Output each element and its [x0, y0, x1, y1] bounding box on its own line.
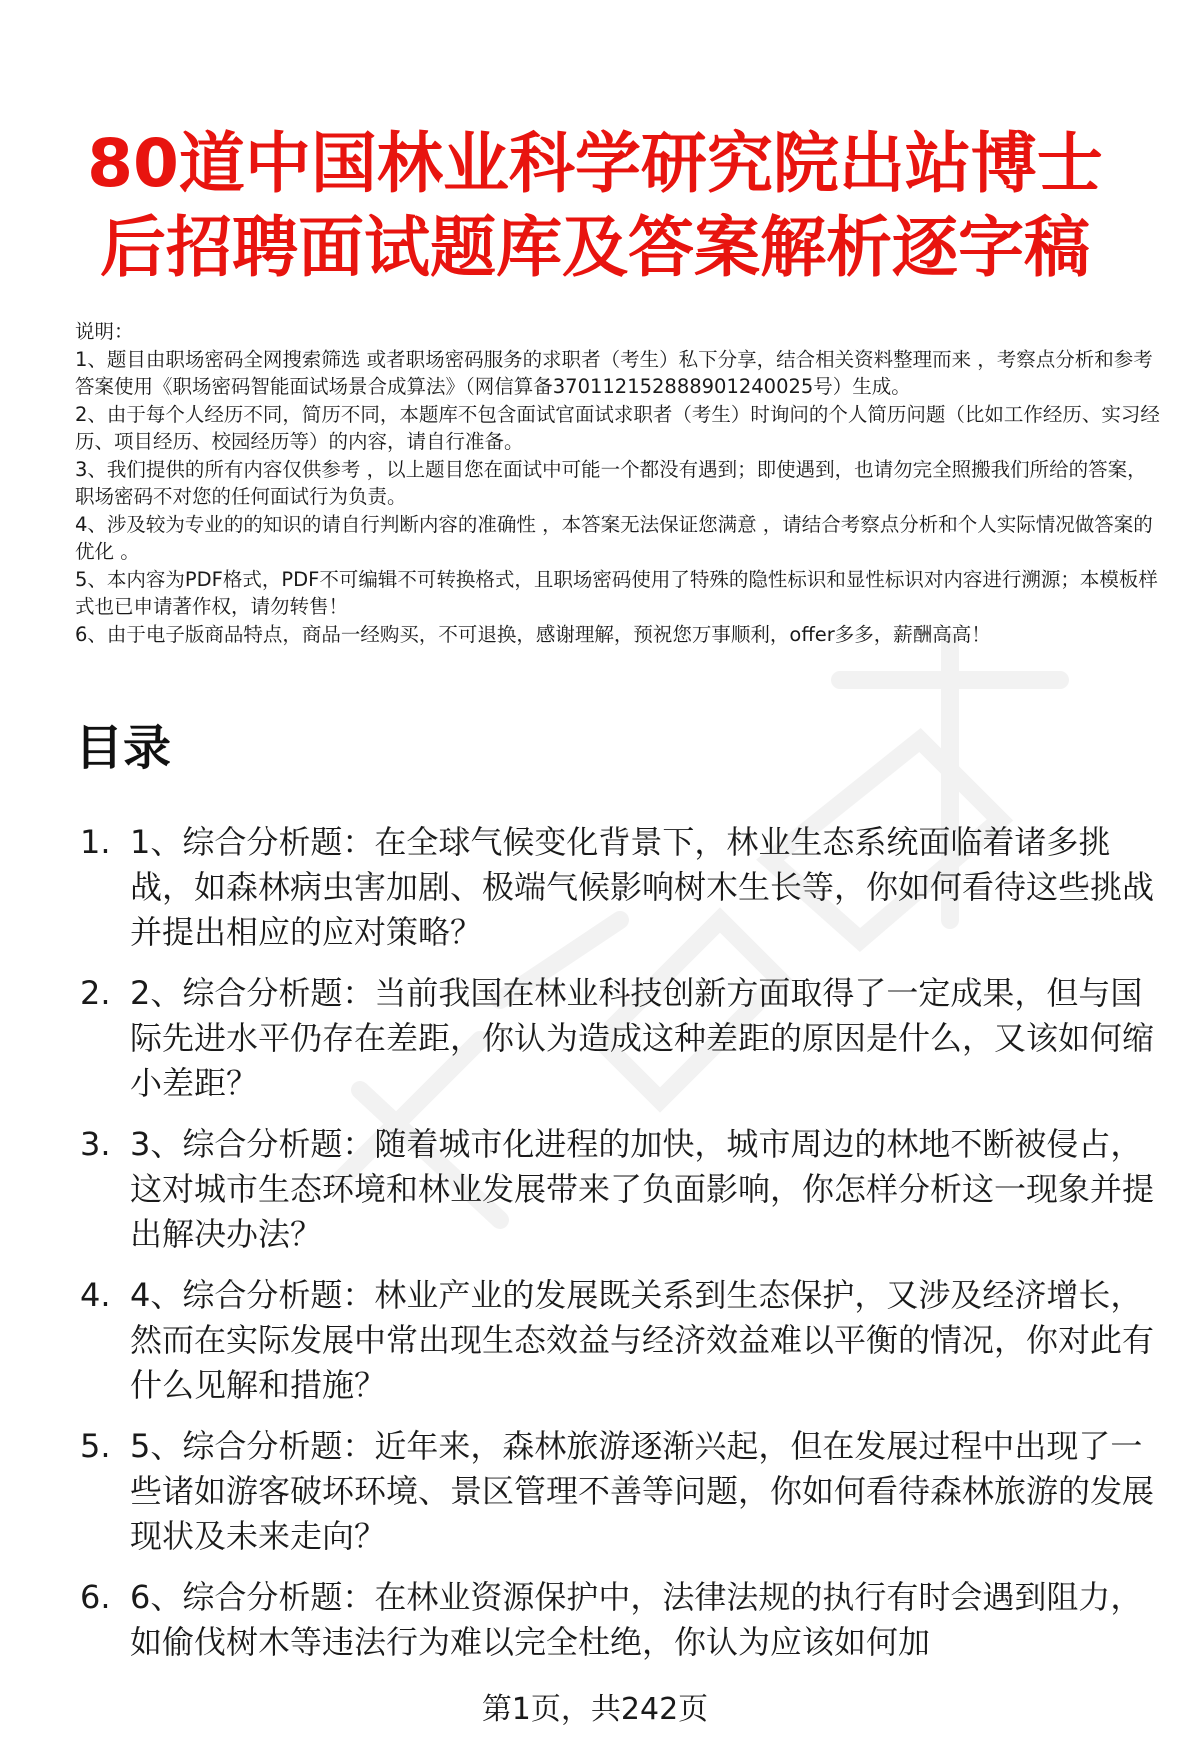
- toc-item[interactable]: [75, 820, 1165, 955]
- toc-list: [75, 820, 1165, 1681]
- toc-item-number: 6.: [80, 1578, 111, 1616]
- page-footer: 第1页，共242页: [481, 1692, 709, 1727]
- toc-item-text: 4、综合分析题：林业产业的发展既关系到生态保护，又涉及经济增长，然而在实际发展中常出现生态效益与经济效益难以平衡的情况，你对此有什么见解和措施？: [130, 1276, 1155, 1404]
- toc-item-text: 6、综合分析题：在林业资源保护中，法律法规的执行有时会遇到阻力，如偷伐树木等违法行为难以完全杜绝，你认为应该如何加: [130, 1578, 1143, 1661]
- notes-heading: 说明：: [75, 320, 134, 343]
- toc-item[interactable]: [75, 1575, 1165, 1665]
- toc-item-text: 2、综合分析题：当前我国在林业科技创新方面取得了一定成果，但与国际先进水平仍存在差距，你认为造成这种差距的原因是什么，又该如何缩小差距？: [130, 974, 1155, 1102]
- note-item: 5、本内容为PDF格式，PDF不可编辑不可转换格式，且职场密码使用了特殊的隐性标识和显性标识对内容进行溯源；本模板样式也已申请著作权，请勿转售！: [75, 567, 1158, 618]
- notes-section: [75, 318, 1165, 648]
- note-item: 3、我们提供的所有内容仅供参考 ，以上题目您在面试中可能一个都没有遇到；即使遇到，也请勿完全照搬我们所给的答案，职场密码不对您的任何面试行为负责。: [75, 457, 1147, 508]
- toc-item-number: 5.: [80, 1427, 111, 1465]
- toc-item[interactable]: [75, 1122, 1165, 1257]
- note-item: 1、题目由职场密码全网搜索筛选 或者职场密码服务的求职者（考生）私下分享，结合相关资料整理而来 ，考察点分析和参考答案使用《职场密码智能面试场景合成算法》（网信算备370112152888901240025号）生成。: [75, 347, 1153, 398]
- toc-item[interactable]: [75, 1424, 1165, 1559]
- toc-item-number: 2.: [80, 974, 111, 1012]
- toc-item-text: 5、综合分析题：近年来，森林旅游逐渐兴起，但在发展过程中出现了一些诸如游客破坏环境、景区管理不善等问题，你如何看待森林旅游的发展现状及未来走向？: [130, 1427, 1155, 1555]
- toc-heading: 目录: [75, 720, 172, 776]
- title-line-2: 后招聘面试题库及答案解析逐字稿: [100, 209, 1090, 286]
- toc-item-text: 3、综合分析题：随着城市化进程的加快，城市周边的林地不断被侵占，这对城市生态环境和林业发展带来了负面影响，你怎样分析这一现象并提出解决办法？: [130, 1125, 1155, 1253]
- toc-item[interactable]: [75, 971, 1165, 1106]
- toc-item[interactable]: [75, 1273, 1165, 1408]
- toc-item-number: 1.: [80, 823, 111, 861]
- toc-item-number: 3.: [80, 1125, 111, 1163]
- note-item: 6、由于电子版商品特点，商品一经购买，不可退换，感谢理解，预祝您万事顺利，offer多多，薪酬高高！: [75, 622, 991, 646]
- note-item: 2、由于每个人经历不同，简历不同，本题库不包含面试官面试求职者（考生）时询问的个人简历问题（比如工作经历、实习经历、项目经历、校园经历等）的内容，请自行准备。: [75, 402, 1160, 453]
- note-item: 4、涉及较为专业的的知识的请自行判断内容的准确性 ，本答案无法保证您满意 ，请结合考察点分析和个人实际情况做答案的优化 。: [75, 512, 1153, 563]
- document-title: [60, 122, 1130, 290]
- toc-item-number: 4.: [80, 1276, 111, 1314]
- title-line-1: 80道中国林业科学研究院出站博士: [87, 125, 1103, 202]
- toc-item-text: 1、综合分析题：在全球气候变化背景下，林业生态系统面临着诸多挑战，如森林病虫害加剧、极端气候影响树木生长等，你如何看待这些挑战并提出相应的应对策略？: [130, 823, 1155, 951]
